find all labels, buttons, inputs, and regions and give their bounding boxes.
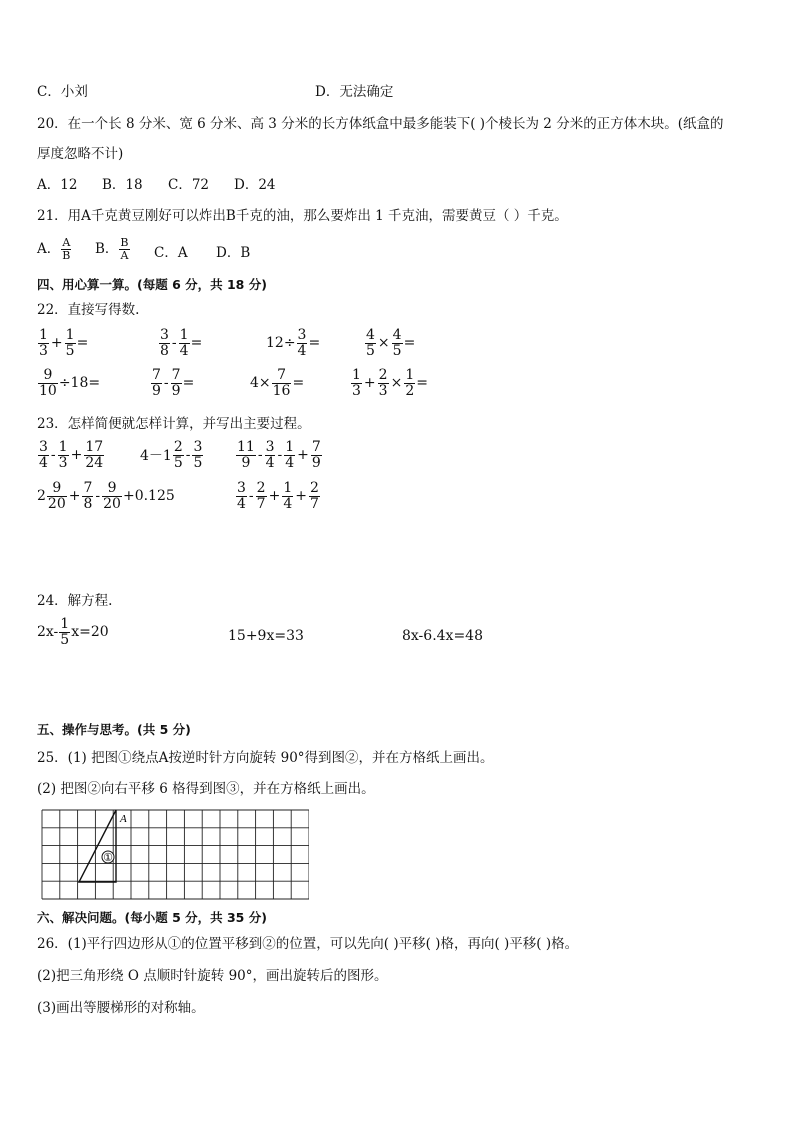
q23-e3-n4: 7 [311, 439, 321, 455]
q23-row-2 [0, 481, 794, 523]
q21-option-a-label: A． [37, 241, 61, 258]
q25-shape-label: ① [103, 852, 113, 864]
q22-expr-3 [266, 328, 320, 358]
q22-e2-eq: = [190, 335, 203, 352]
q22-e8-n3: 1 [405, 367, 415, 383]
q23-e5-d2: 7 [256, 495, 266, 512]
q22-expr-5 [37, 368, 100, 398]
q23-e3-n2: 3 [265, 439, 275, 455]
q23-e4-post: +0.125 [122, 488, 175, 505]
q22-e4-eq: = [403, 335, 416, 352]
q21-option-a-fraction [61, 237, 71, 261]
q22-title: 22．直接写得数. [37, 302, 140, 318]
q25-grid-figure [41, 808, 309, 904]
q22-e1-n1: 1 [39, 327, 48, 343]
q25-part-2: (2) 把图②向右平移 6 格得到图③，并在方格纸上画出。 [37, 781, 375, 797]
q22-e2-n1: 3 [160, 327, 169, 343]
q22-e5-n1: 9 [38, 368, 58, 384]
q25-point-a-label: A [120, 813, 127, 825]
q22-expr-6 [150, 368, 194, 398]
q22-e8-eq: = [416, 375, 428, 392]
q22-e8-d3: 2 [405, 382, 415, 399]
q22-e7-d1: 16 [272, 382, 291, 399]
q22-e7-pre: 4× [250, 375, 271, 392]
q22-expr-1 [37, 328, 88, 358]
q23-e3-op2: - [277, 447, 283, 464]
q22-e6-op: - [163, 375, 169, 392]
q23-e2-n1: 2 [173, 439, 183, 455]
q21-text: 21．用A千克黄豆刚好可以炸出B千克的油，那么要炸出 1 千克油，需要黄豆（ ）千克。 [37, 208, 568, 224]
q23-e2-n2: 3 [193, 439, 203, 455]
q24-title: 24．解方程. [37, 593, 113, 609]
q22-row-1 [0, 328, 794, 368]
q23-e3-n1: 11 [237, 439, 255, 455]
q23-e4-n3: 9 [102, 481, 122, 497]
q22-e8-op2: × [390, 375, 403, 392]
q19-option-c: C．小刘 [37, 84, 88, 100]
q23-title: 23．怎样简便就怎样计算，并写出主要过程。 [37, 416, 311, 432]
q22-e3-d1: 4 [297, 342, 307, 359]
q22-e8-n1: 1 [352, 367, 361, 383]
q23-e4-d3: 20 [103, 495, 121, 512]
q23-e5-op2: + [268, 488, 281, 505]
q19-option-d: D．无法确定 [315, 84, 394, 100]
q21-option-b-denominator: A [120, 248, 129, 262]
q26-part-3: (3)画出等腰梯形的对称轴。 [37, 1000, 205, 1016]
q23-e1-d3: 24 [85, 454, 104, 471]
q24-eq1-pre: 2x- [37, 624, 59, 641]
q23-e1-n1: 3 [39, 439, 48, 455]
q23-e4-op1: + [68, 488, 81, 505]
q22-e4-n1: 4 [366, 327, 375, 343]
q24-equation-3: 8x-6.4x=48 [402, 628, 483, 644]
q20-option-c: C．72 [168, 177, 210, 193]
q21-option-a-numerator: A [62, 236, 71, 249]
q23-e3-op1: - [257, 447, 263, 464]
q21-option-b-numerator: B [120, 236, 129, 249]
q22-e6-n2: 7 [171, 367, 181, 383]
q22-e8-n2: 2 [378, 367, 388, 383]
q22-e8-op1: + [363, 375, 376, 392]
q22-e2-op: - [171, 335, 177, 352]
q22-row-2 [0, 368, 794, 408]
q23-row-1 [0, 440, 794, 482]
q22-e1-n2: 1 [65, 327, 75, 343]
q23-e3-d1: 9 [241, 454, 251, 471]
q22-e8-d2: 3 [378, 382, 388, 399]
q22-e6-d1: 9 [152, 382, 161, 399]
q20-option-a: A．12 [37, 177, 78, 193]
q21-option-c: C．A [154, 245, 188, 261]
q24-equation-2: 15+9x=33 [228, 628, 304, 644]
q23-e4-n1: 9 [47, 481, 67, 497]
q20-text-line1: 20．在一个长 8 分米、宽 6 分米、高 3 分米的长方体纸盒中最多能装下( )个棱长为 2 分米的正方体木块。(纸盒的 [37, 116, 724, 132]
q23-e5-n3: 1 [283, 480, 293, 496]
q23-e5-d4: 7 [309, 495, 319, 512]
q23-e5-n4: 2 [309, 480, 319, 496]
q22-e2-n2: 1 [179, 327, 189, 343]
q24-eq1-num: 1 [60, 616, 70, 632]
q22-e3-n1: 3 [297, 327, 307, 343]
q22-e5-post: ÷18= [58, 375, 101, 392]
q23-e1-n2: 1 [58, 439, 68, 455]
q23-e2-pre: 4－1 [140, 448, 172, 465]
section-5-heading: 五、操作与思考。(共 5 分) [37, 722, 191, 737]
q23-expr-5 [235, 481, 321, 511]
q22-e7-eq: = [292, 375, 305, 392]
q22-e4-op: × [377, 335, 390, 352]
q20-option-b: B．18 [102, 177, 143, 193]
q23-expr-1 [37, 440, 105, 470]
q22-e6-eq: = [182, 375, 195, 392]
q24-row [0, 617, 794, 657]
q23-expr-3 [235, 440, 323, 470]
q20-option-d: D．24 [234, 177, 276, 193]
q23-e5-d3: 4 [283, 495, 293, 512]
q22-e2-d1: 8 [160, 342, 169, 359]
q23-e4-d1: 20 [47, 495, 66, 512]
q23-e5-op1: - [248, 488, 254, 505]
section-4-heading: 四、用心算一算。(每题 6 分，共 18 分) [37, 277, 267, 292]
q23-expr-2 [140, 440, 204, 470]
q22-expr-4 [364, 328, 415, 358]
q23-e3-d3: 4 [285, 454, 295, 471]
q24-eq1-post: x=20 [71, 624, 109, 641]
q23-e1-n3: 17 [85, 439, 104, 455]
q22-e1-d2: 5 [65, 342, 75, 359]
q22-e1-eq: = [76, 335, 89, 352]
q23-e5-d1: 4 [237, 495, 246, 512]
q23-e4-pre: 2 [37, 488, 46, 505]
q25-grid-lines [42, 810, 309, 899]
q22-expr-2 [158, 328, 202, 358]
q22-e5-d1: 10 [39, 382, 57, 399]
q21-option-a-denominator: B [62, 248, 71, 262]
q23-e1-op2: + [70, 447, 83, 464]
q22-e4-n2: 4 [392, 327, 402, 343]
q23-e4-op2: - [95, 488, 101, 505]
q22-expr-7 [250, 368, 304, 398]
q22-expr-8 [350, 368, 428, 398]
q24-eq1-den: 5 [60, 631, 70, 648]
q22-e1-d1: 3 [39, 342, 48, 359]
q21-option-b-label: B． [95, 241, 119, 258]
q23-e4-d2: 8 [83, 495, 93, 512]
q23-e3-op3: + [297, 447, 309, 464]
q23-e1-d1: 4 [39, 454, 48, 471]
q22-e7-n1: 7 [272, 368, 292, 384]
q26-part-2: (2)把三角形绕 O 点顺时针旋转 90°，画出旋转后的图形。 [37, 968, 388, 984]
q22-e6-n1: 7 [152, 367, 161, 383]
q23-e2-op: - [185, 447, 191, 464]
q22-e2-d2: 4 [179, 342, 189, 359]
q23-e3-d4: 9 [311, 454, 321, 471]
q22-e1-op: + [50, 335, 63, 352]
q23-e2-d1: 5 [173, 454, 183, 471]
q24-equation-1 [37, 617, 109, 647]
q22-e3-pre: 12÷ [266, 335, 296, 352]
q23-e2-d2: 5 [193, 454, 203, 471]
q25-part-1: 25．(1) 把图①绕点A按逆时针方向旋转 90°得到图②，并在方格纸上画出。 [37, 750, 494, 766]
q26-part-1: 26．(1)平行四边形从①的位置平移到②的位置，可以先向( )平移( )格，再向( )平移( )格。 [37, 936, 579, 952]
q23-e5-op3: + [295, 488, 307, 505]
q23-e1-d2: 3 [58, 454, 68, 471]
q23-e5-n2: 2 [256, 480, 266, 496]
q23-e3-n3: 1 [285, 439, 295, 455]
q22-e4-d2: 5 [392, 342, 402, 359]
section-6-heading: 六、解决问题。(每小题 5 分，共 35 分) [37, 910, 267, 925]
q23-e4-n2: 7 [83, 480, 93, 496]
q22-e6-d2: 9 [171, 382, 181, 399]
q22-e3-eq: = [308, 335, 321, 352]
q23-e5-n1: 3 [237, 480, 246, 496]
q22-e8-d1: 3 [352, 382, 361, 399]
q23-e3-d2: 4 [265, 454, 275, 471]
q21-option-b [95, 237, 131, 261]
q23-expr-4 [37, 481, 175, 511]
q21-option-a [37, 237, 72, 261]
q22-e4-d1: 5 [366, 342, 375, 359]
q23-e1-op1: - [50, 447, 56, 464]
q20-text-line2: 厚度忽略不计) [37, 146, 124, 162]
q21-option-d: D．B [216, 245, 251, 261]
q21-option-b-fraction [119, 237, 129, 261]
